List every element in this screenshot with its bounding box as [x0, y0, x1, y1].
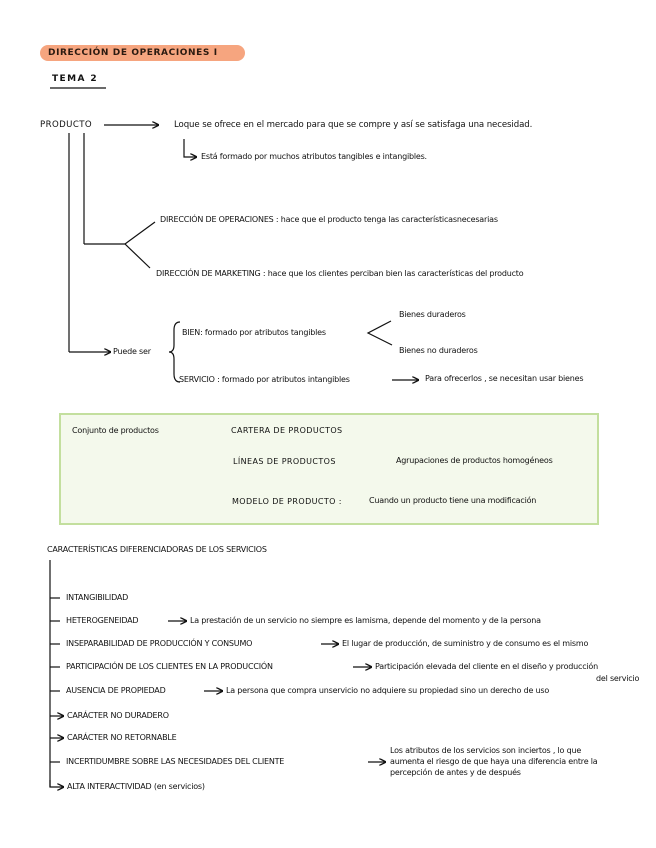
fork-bien: [368, 321, 392, 345]
item-inseparabilidad: INSEPARABILIDAD DE PRODUCCIÓN Y CONSUMO: [66, 639, 253, 648]
item-participacion-note: Participación elevada del cliente en el diseño y producción: [375, 662, 598, 671]
servicio: SERVICIO : formado por atributos intangibles: [179, 375, 350, 384]
fork-operaciones: [125, 222, 155, 244]
item-ausencia: AUSENCIA DE PROPIEDAD: [66, 686, 166, 695]
fork-marketing: [125, 244, 150, 268]
item-incertidumbre: INCERTIDUMBRE SOBRE LAS NECESIDADES DEL CLIENTE: [66, 757, 285, 766]
item-intangibilidad: INTANGIBILIDAD: [66, 593, 129, 602]
servicio-note: Para ofrecerlos , se necesitan usar bienes: [425, 374, 584, 383]
bien: BIEN: formado por atributos tangibles: [182, 328, 326, 337]
modelo-producto: MODELO DE PRODUCTO :: [232, 497, 342, 506]
item-no-duradero: CARÁCTER NO DURADERO: [67, 711, 169, 720]
bienes-duraderos: Bienes duraderos: [399, 310, 466, 319]
puede-ser: Puede ser: [113, 347, 151, 356]
item-no-retornable: CARÁCTER NO RETORNABLE: [67, 733, 177, 742]
producto-composition: Está formado por muchos atributos tangibles e intangibles.: [201, 152, 427, 161]
modelo-note: Cuando un producto tiene una modificación: [369, 496, 537, 505]
producto-definition: Loque se ofrece en el mercado para que se compre y así se satisfaga una necesidad.: [174, 120, 533, 130]
item-incertidumbre-note2: aumenta el riesgo de que haya una diferencia entre la: [390, 757, 598, 766]
item-incertidumbre-note: Los atributos de los servicios son inciertos , lo que: [390, 746, 582, 755]
item-ausencia-note: La persona que compra unservicio no adquiere su propiedad sino un derecho de uso: [226, 686, 550, 695]
item-incertidumbre-note3: percepción de antes y de después: [390, 768, 521, 777]
direccion-operaciones: DIRECCIÓN DE OPERACIONES : hace que el producto tenga las característicasnecesarias: [160, 215, 498, 224]
item-participacion-note2: del servicio: [596, 674, 640, 683]
item-heterogeneidad: HETEROGENEIDAD: [66, 616, 139, 625]
brace: [169, 322, 180, 382]
arrow-composition: [184, 139, 196, 157]
cartera-productos: CARTERA DE PRODUCTOS: [231, 426, 343, 435]
page-title: DIRECCIÓN DE OPERACIONES I: [48, 48, 218, 58]
subtitle: TEMA 2: [52, 74, 99, 84]
producto-label: PRODUCTO: [40, 120, 93, 130]
conjunto-productos: Conjunto de productos: [72, 426, 159, 435]
item-alta-interactividad: ALTA INTERACTIVIDAD (en servicios): [67, 782, 205, 791]
direccion-marketing: DIRECCIÓN DE MARKETING : hace que los clientes perciban bien las características del producto: [156, 269, 524, 278]
caracteristicas-heading: CARACTERÍSTICAS DIFERENCIADORAS DE LOS SERVICIOS: [47, 545, 267, 554]
item-inseparabilidad-note: El lugar de producción, de suministro y de consumo es el mismo: [342, 639, 589, 648]
lineas-note: Agrupaciones de productos homogéneos: [396, 456, 553, 465]
lineas-productos: LÍNEAS DE PRODUCTOS: [233, 457, 336, 466]
item-heterogeneidad-note: La prestación de un servicio no siempre es lamisma, depende del momento y de la persona: [190, 616, 541, 625]
item-participacion: PARTICIPACIÓN DE LOS CLIENTES EN LA PRODUCCIÓN: [66, 662, 273, 671]
bienes-no-duraderos: Bienes no duraderos: [399, 346, 478, 355]
subtitle-underline: [50, 86, 110, 90]
